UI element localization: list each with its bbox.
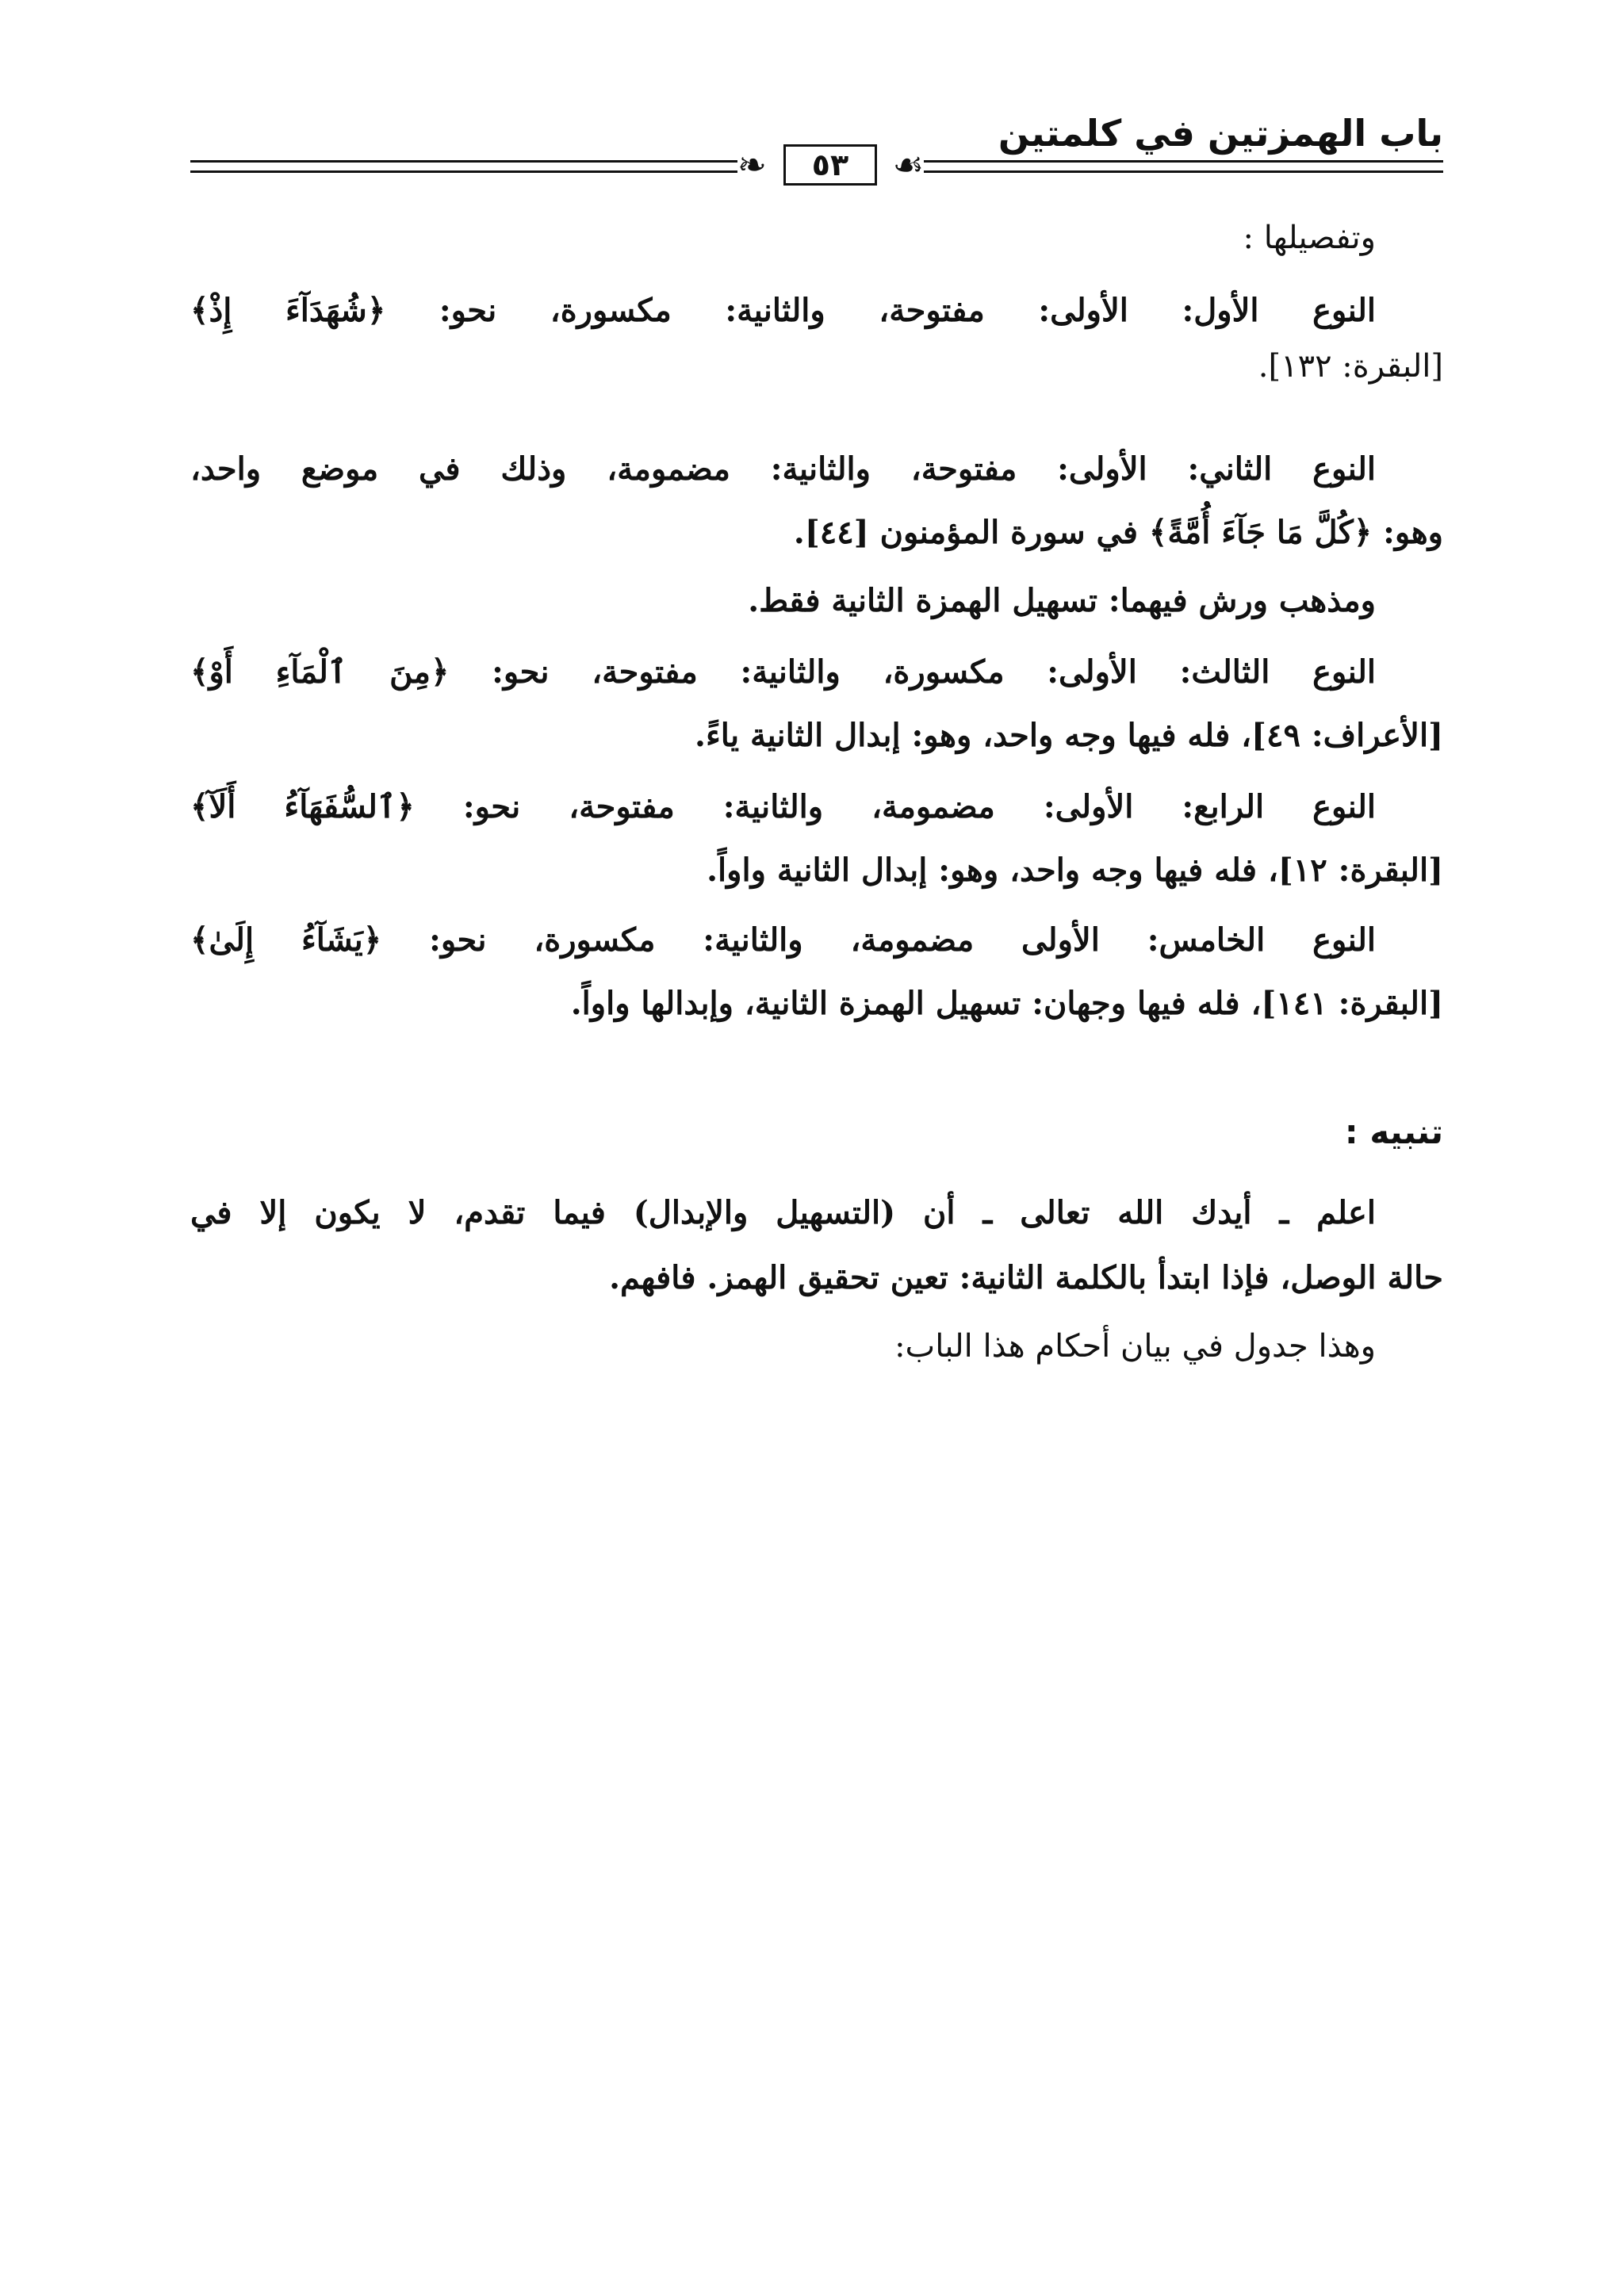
body-line: النوع الرابع: الأولى: مضمومة، والثانية: مفتوحة، نحو: ﴿ٱلسُّفَهَآءُ أَلَآ﴾ bbox=[190, 788, 1376, 825]
page-number: ٥٣ bbox=[783, 144, 877, 186]
header-rule-right bbox=[924, 160, 1443, 173]
ornament-left-icon: ❧ bbox=[737, 145, 767, 186]
page-number-frame bbox=[737, 144, 924, 189]
body-line: [البقرة: ١٤١]، فله فيها وجهان: تسهيل الهمزة الثانية، وإبدالها واواً. bbox=[570, 985, 1443, 1022]
running-title: باب الهمزتين في كلمتين bbox=[998, 112, 1443, 155]
ornament-right-icon: ☙ bbox=[892, 145, 924, 186]
body-line: وهذا جدول في بيان أحكام هذا الباب: bbox=[894, 1328, 1376, 1365]
body-line: [البقرة: ١٢]، فله فيها وجه واحد، وهو: إبدال الثانية واواً. bbox=[707, 852, 1443, 889]
header-rule-left bbox=[190, 160, 737, 173]
body-line: [الأعراف: ٤٩]، فله فيها وجه واحد، وهو: إبدال الثانية ياءً. bbox=[695, 717, 1443, 754]
section-heading: تنبيه : bbox=[1344, 1112, 1443, 1151]
body-line: وهو: ﴿كُلَّ مَا جَآءَ أُمَّةً﴾ في سورة المؤمنون [٤٤]. bbox=[793, 514, 1443, 551]
body-line: النوع الأول: الأولى: مفتوحة، والثانية: مكسورة، نحو: ﴿شُهَدَآءَ إِذْ﴾ bbox=[190, 292, 1376, 329]
body-line: النوع الخامس: الأولى مضمومة، والثانية: مكسورة، نحو: ﴿يَشَآءُ إِلَىٰ﴾ bbox=[190, 921, 1376, 959]
body-line: وتفصيلها : bbox=[1243, 220, 1376, 256]
body-line: ومذهب ورش فيهما: تسهيل الهمزة الثانية فقط. bbox=[748, 582, 1376, 619]
body-line: حالة الوصل، فإذا ابتدأ بالكلمة الثانية: تعين تحقيق الهمز. فافهم. bbox=[609, 1259, 1443, 1296]
page-header bbox=[190, 95, 1443, 198]
body-line: اعلم ـ أيدك الله تعالى ـ أن (التسهيل والإبدال) فيما تقدم، لا يكون إلا في bbox=[190, 1194, 1376, 1231]
body-line: النوع الثاني: الأولى: مفتوحة، والثانية: مضمومة، وذلك في موضع واحد، bbox=[190, 450, 1376, 488]
body-line: النوع الثالث: الأولى: مكسورة، والثانية: مفتوحة، نحو: ﴿مِنَ ٱلْمَآءِ أَوْ﴾ bbox=[190, 653, 1376, 691]
body-line: [البقرة: ١٣٢]. bbox=[1258, 348, 1443, 385]
